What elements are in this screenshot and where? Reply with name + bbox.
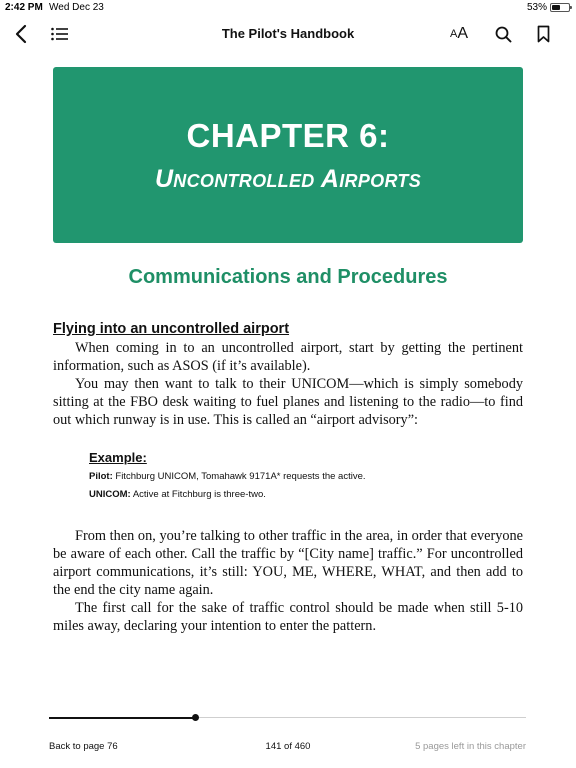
page-count: 141 of 460 [265,741,311,752]
status-time: 2:42 PM [5,2,43,13]
battery-icon [550,3,570,12]
body-text-bottom [53,527,523,635]
example-heading: Example: [89,450,147,465]
paragraph: From then on, you’re talking to other traffic in the area, in order that everyone be aware of each other. Call the traffic by “[City name] traffic.” For uncontrolled airport communications, it’s still: YOU, ME, WHERE, WHAT, and then add to the end the city name again. [53,528,523,598]
unicom-label: UNICOM: [89,489,131,500]
pages-left-in-chapter: 5 pages left in this chapter [415,741,526,752]
example-block [89,450,509,504]
font-small-label: A [449,28,458,40]
font-large-label: A [457,25,468,42]
page-scrubber[interactable] [49,717,526,718]
search-icon [495,26,512,43]
table-of-contents-button[interactable] [48,18,72,50]
subheading: Flying into an uncontrolled airport [53,321,290,337]
status-bar [0,0,576,16]
body-text-top [53,339,523,429]
book-title: The Pilot's Handbook [221,26,355,41]
search-button[interactable] [491,18,515,50]
unicom-text: Active at Fitchburg is three-two. [130,489,266,500]
example-pilot-line [89,468,509,486]
chapter-title: Uncontrolled Airports [154,165,422,193]
bookmark-button[interactable] [532,18,554,50]
paragraph: When coming in to an uncontrolled airport, start by getting the pertinent information, such as ASOS (if it’s available). [53,340,523,374]
list-icon [51,27,69,41]
scrubber-handle[interactable] [192,714,199,721]
paragraph: You may then want to talk to their UNICOM—which is simply somebody sitting at the FBO desk waiting to fuel planes and listening to the radio—to find out which runway is in use. This is called an “airport advisory”: [53,376,523,428]
pilot-text: Fitchburg UNICOM, Tomahawk 9171A* requests the active. [112,471,366,482]
example-unicom-line [89,486,509,504]
section-heading: Communications and Procedures [128,266,448,288]
battery-level [552,5,560,10]
chapter-banner [53,67,523,243]
battery-status [527,2,570,13]
battery-percent: 53% [526,2,547,13]
back-to-page-link[interactable]: Back to page 76 [49,741,118,752]
back-button[interactable] [8,18,34,50]
status-date: Wed Dec 23 [49,2,104,13]
reader-toolbar [0,18,576,50]
progress-fill [49,717,195,719]
font-size-button[interactable] [446,18,472,50]
paragraph: The first call for the sake of traffic control should be made when still 5-10 miles away, declaring your intention to enter the pattern. [53,600,523,634]
chevron-left-icon [14,24,28,44]
pilot-label: Pilot: [89,471,113,482]
chapter-number: CHAPTER 6: [186,117,390,154]
bookmark-icon [537,25,550,43]
